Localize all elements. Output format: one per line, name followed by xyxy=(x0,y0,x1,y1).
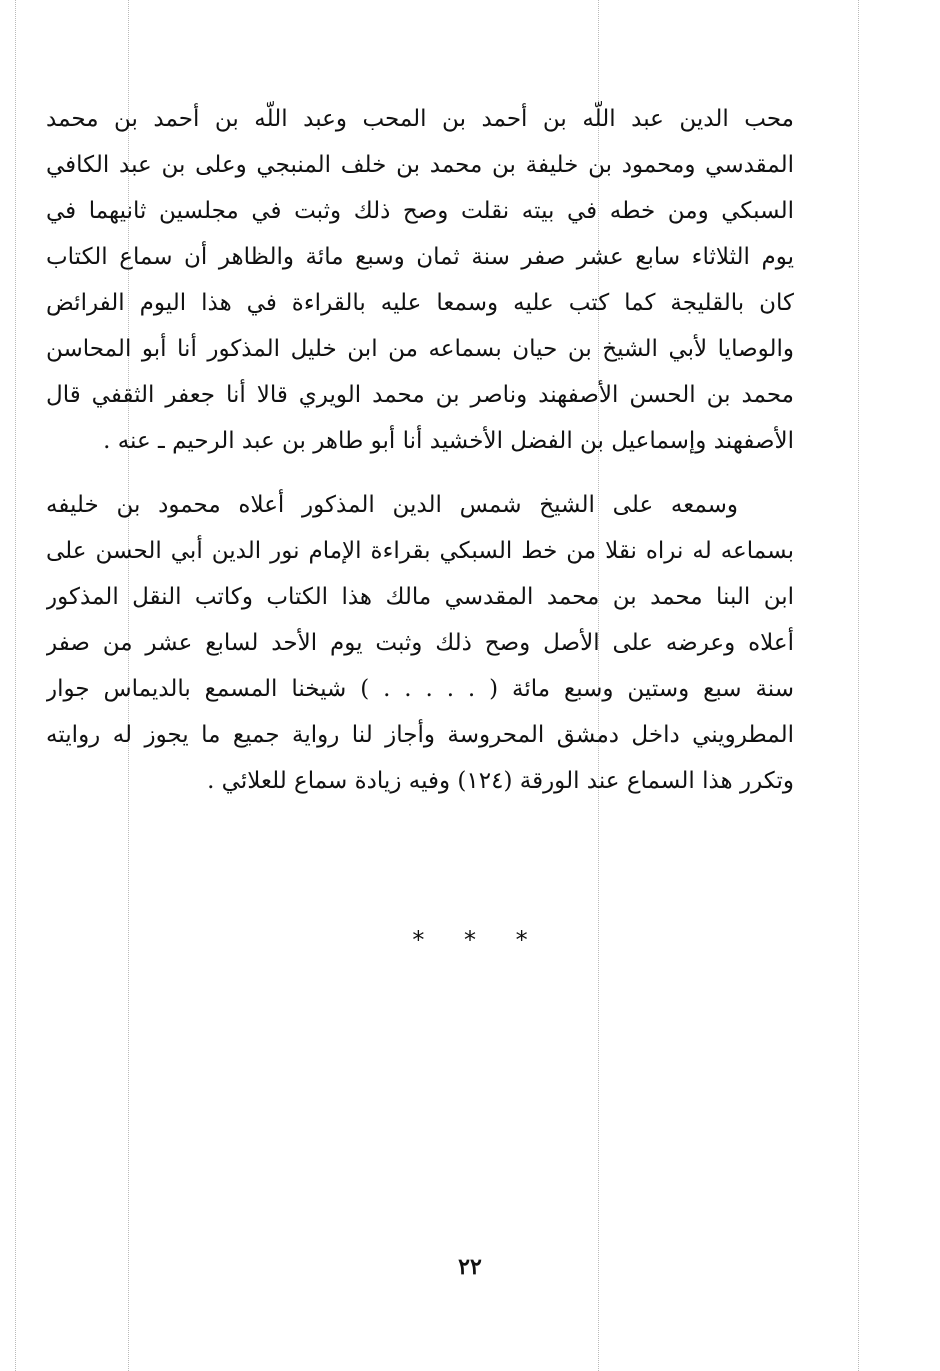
text-line: أعلاه وعرضه على الأصل وصح ذلك وثبت يوم الأحد لسابع عشر من صفر xyxy=(46,630,794,656)
scan-dotted-line-left xyxy=(15,0,16,1371)
text-line: وسمعه على الشيخ شمس الدين المذكور أعلاه محمود بن خليفه xyxy=(46,492,738,518)
separator-star: * xyxy=(412,926,425,954)
text-line: محب الدين عبد اللّه بن أحمد بن المحب وعبد اللّه بن أحمد بن محمد xyxy=(46,106,794,132)
text-line: سنة سبع وستين وسبع مائة ( . . . . . ) شيخنا المسمع بالديماس جوار xyxy=(46,676,794,702)
text-line: المطرويني داخل دمشق المحروسة وأجاز لنا رواية جميع ما يجوز له روايته xyxy=(46,722,794,748)
paragraph-2 xyxy=(46,482,794,804)
text-line: وتكرر هذا السماع عند الورقة (١٢٤) وفيه زيادة سماع للعلائي . xyxy=(207,768,794,794)
text-line: بسماعه له نراه نقلا من خط السبكي بقراءة الإمام نور الدين أبي الحسن على xyxy=(46,538,794,564)
separator-star: * xyxy=(515,926,528,954)
text-line: المقدسي ومحمود بن خليفة بن محمد بن خلف المنبجي وعلى بن عبد الكافي xyxy=(46,152,794,178)
section-separator xyxy=(0,926,940,954)
separator-star: * xyxy=(464,926,476,954)
text-line: الأصفهند وإسماعيل بن الفضل الأخشيد أنا أبو طاهر بن عبد الرحيم ـ عنه . xyxy=(103,428,794,454)
text-line: محمد بن الحسن الأصفهند وناصر بن محمد الويري قالا أنا جعفر الثقفي قال xyxy=(46,382,794,408)
scan-dotted-line-right xyxy=(858,0,859,1371)
page-number: ٢٢ xyxy=(458,1254,482,1280)
text-line: ابن البنا محمد بن محمد المقدسي مالك هذا الكتاب وكاتب النقل المذكور xyxy=(46,584,794,610)
text-line: كان بالقليجة كما كتب عليه وسمعا عليه بالقراءة في هذا اليوم الفرائض xyxy=(46,290,794,316)
text-line: السبكي ومن خطه في بيته نقلت وصح ذلك وثبت في مجلسين ثانيهما في xyxy=(46,198,794,224)
text-line: والوصايا لأبي الشيخ بن حيان بسماعه من ابن خليل المذكور أنا أبو المحاسن xyxy=(46,336,794,362)
page-body xyxy=(46,96,794,804)
paragraph-1 xyxy=(46,96,794,464)
text-line: يوم الثلاثاء سابع عشر صفر سنة ثمان وسبع مائة والظاهر أن سماع الكتاب xyxy=(46,244,794,270)
